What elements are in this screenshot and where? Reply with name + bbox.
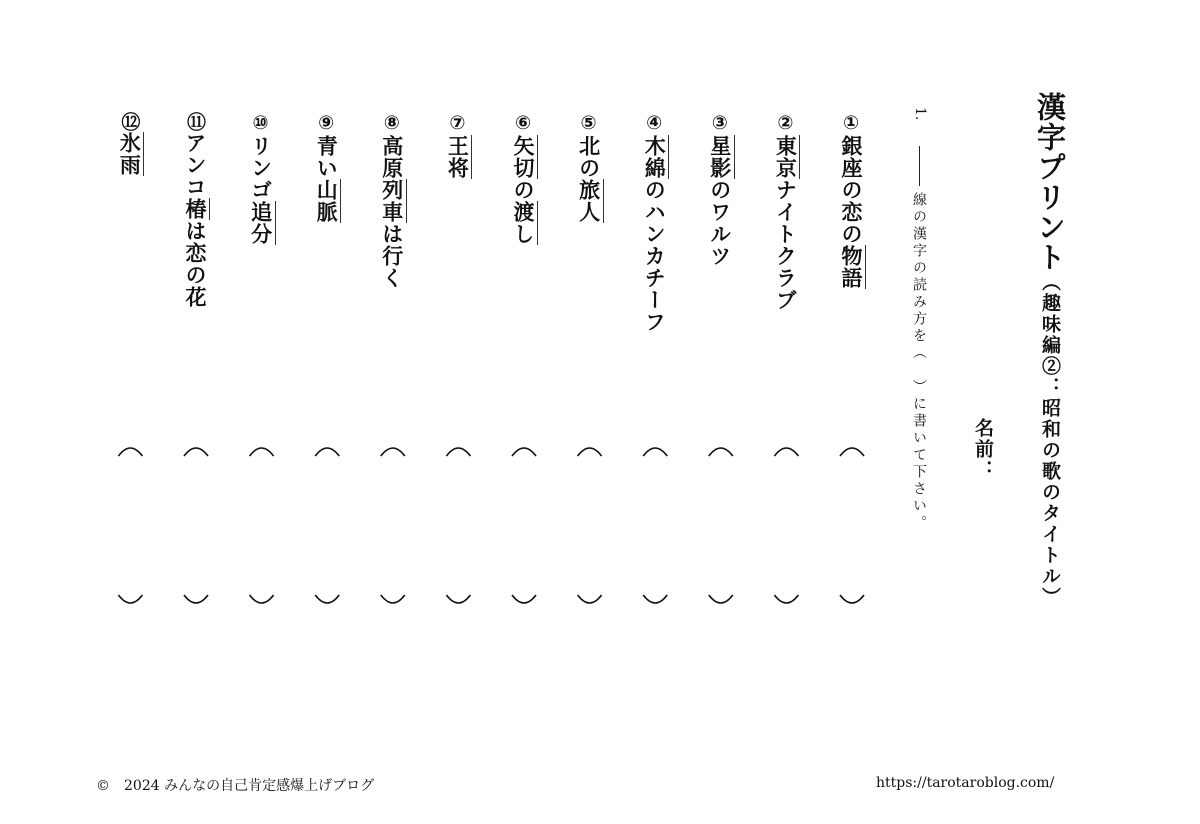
page-title — [1033, 92, 1067, 608]
item-number: ⑧ — [380, 112, 403, 135]
item-text: のワルツ — [707, 179, 732, 267]
item-text: は恋の花 — [183, 220, 207, 308]
question-item — [381, 112, 402, 289]
answer-paren-open — [578, 448, 602, 456]
underlined-kanji: 山脈 — [314, 179, 341, 223]
question-item — [184, 112, 205, 308]
item-number: ③ — [708, 112, 731, 135]
question-item — [642, 112, 667, 333]
answer-paren-open — [774, 448, 798, 456]
underlined-kanji: 矢切 — [511, 135, 538, 179]
item-text: 北の — [576, 135, 601, 179]
answer-paren-open — [840, 448, 864, 456]
item-text: の — [839, 179, 863, 201]
underlined-kanji: 氷雨 — [117, 132, 144, 176]
item-number: ⑪ — [184, 112, 206, 132]
item-text: のハンカチーフ — [642, 179, 667, 333]
question-number: 1. — [912, 107, 928, 121]
underlined-kanji: 木綿 — [642, 135, 669, 179]
item-text: 恋 — [839, 201, 863, 223]
item-text: ナイトクラブ — [773, 179, 798, 311]
question-item — [117, 112, 142, 176]
item-number: ⑨ — [315, 112, 338, 135]
answer-paren-open — [446, 448, 470, 456]
answer-paren-open — [118, 448, 142, 456]
question-item — [512, 112, 533, 245]
footer-url: https://tarotaroblog.com/ — [876, 775, 1055, 791]
question-item — [709, 112, 730, 267]
item-text: の — [839, 223, 863, 245]
title-main: 漢字プリント — [1033, 92, 1067, 272]
answer-paren-close — [643, 595, 667, 603]
underlined-kanji: 物語 — [839, 245, 866, 289]
item-number: ① — [840, 112, 862, 135]
item-number: ⑦ — [446, 112, 469, 135]
underlined-kanji: 東京 — [773, 135, 800, 179]
question-item — [578, 112, 599, 223]
question-item — [840, 112, 861, 289]
question-item — [773, 112, 798, 311]
item-number: ② — [774, 112, 797, 135]
item-text: は行く — [379, 223, 404, 289]
item-number: ⑥ — [512, 112, 534, 135]
underlined-kanji: 列車 — [380, 179, 407, 223]
answer-paren-close — [709, 595, 733, 603]
answer-paren-close — [578, 595, 602, 603]
item-text: リンゴ — [248, 135, 273, 201]
underlined-kanji: 旅人 — [577, 179, 604, 223]
answer-paren-open — [381, 448, 405, 456]
answer-paren-open — [315, 448, 339, 456]
answer-paren-open — [250, 448, 274, 456]
item-number: ⑩ — [249, 112, 272, 135]
underlined-kanji: 星影 — [708, 135, 735, 179]
answer-paren-close — [184, 595, 208, 603]
item-number: ⑤ — [577, 112, 600, 135]
question-item — [250, 112, 271, 245]
item-text: 銀座 — [839, 135, 863, 179]
answer-paren-close — [250, 595, 274, 603]
question-item — [445, 112, 470, 179]
item-number: ④ — [643, 112, 666, 135]
item-text: アンコ — [183, 132, 207, 198]
answer-paren-close — [774, 595, 798, 603]
item-text: 高原 — [379, 135, 404, 179]
answer-paren-close — [840, 595, 864, 603]
question-instruction — [912, 146, 926, 532]
underlined-kanji: 渡し — [511, 201, 538, 245]
footer-copyright: © 2024 みんなの自己肯定感爆上げブログ — [96, 778, 375, 794]
underlined-kanji: 王将 — [445, 135, 472, 179]
answer-paren-open — [709, 448, 733, 456]
underlined-kanji: 追分 — [249, 201, 276, 245]
answer-paren-open — [512, 448, 536, 456]
item-text: 青い — [314, 135, 339, 179]
answer-paren-close — [315, 595, 339, 603]
answer-paren-open — [184, 448, 208, 456]
title-subtitle: （趣味編②：昭和の歌のタイトル） — [1039, 272, 1061, 608]
answer-paren-close — [446, 595, 470, 603]
item-text: の — [511, 179, 535, 201]
underlined-kanji: 椿 — [183, 198, 210, 220]
underline-sample — [919, 146, 920, 186]
answer-paren-open — [643, 448, 667, 456]
answer-paren-close — [118, 595, 142, 603]
answer-paren-close — [512, 595, 536, 603]
question-item — [314, 112, 339, 223]
answer-paren-close — [381, 595, 405, 603]
item-number: ⑫ — [118, 112, 141, 132]
name-label: 名前： — [972, 418, 994, 481]
instruction-text: 線の漢字の読み方を（ ）に書いて下さい。 — [911, 192, 927, 532]
